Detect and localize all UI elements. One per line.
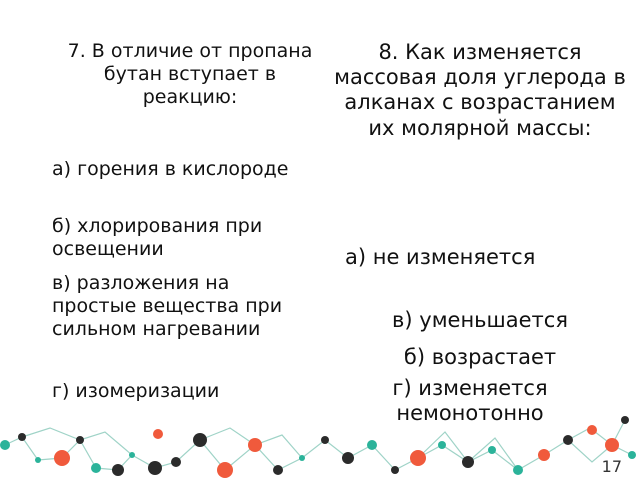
question-8-option-a: а) не изменяется [345,245,536,269]
page-number: 17 [601,457,622,476]
question-8-option-d: г) изменяется немонотонно [392,376,548,426]
question-7-option-d: г) изомеризации [52,380,220,402]
question-7-title: 7. В отличие от пропана бутан вступает в реакцию: [67,40,313,108]
question-7-option-c: в) разложения на простые вещества при сильном нагревании [52,272,283,340]
question-8-option-b: б) возрастает [403,345,557,369]
question-7-option-b: б) хлорирования при освещении [52,215,263,260]
question-8-title: 8. Как изменяется массовая доля углерода в алканах с возрастанием их молярной массы: [334,40,626,140]
question-7-option-a: а) горения в кислороде [52,158,289,180]
question-8-option-c: в) уменьшается [392,308,568,332]
